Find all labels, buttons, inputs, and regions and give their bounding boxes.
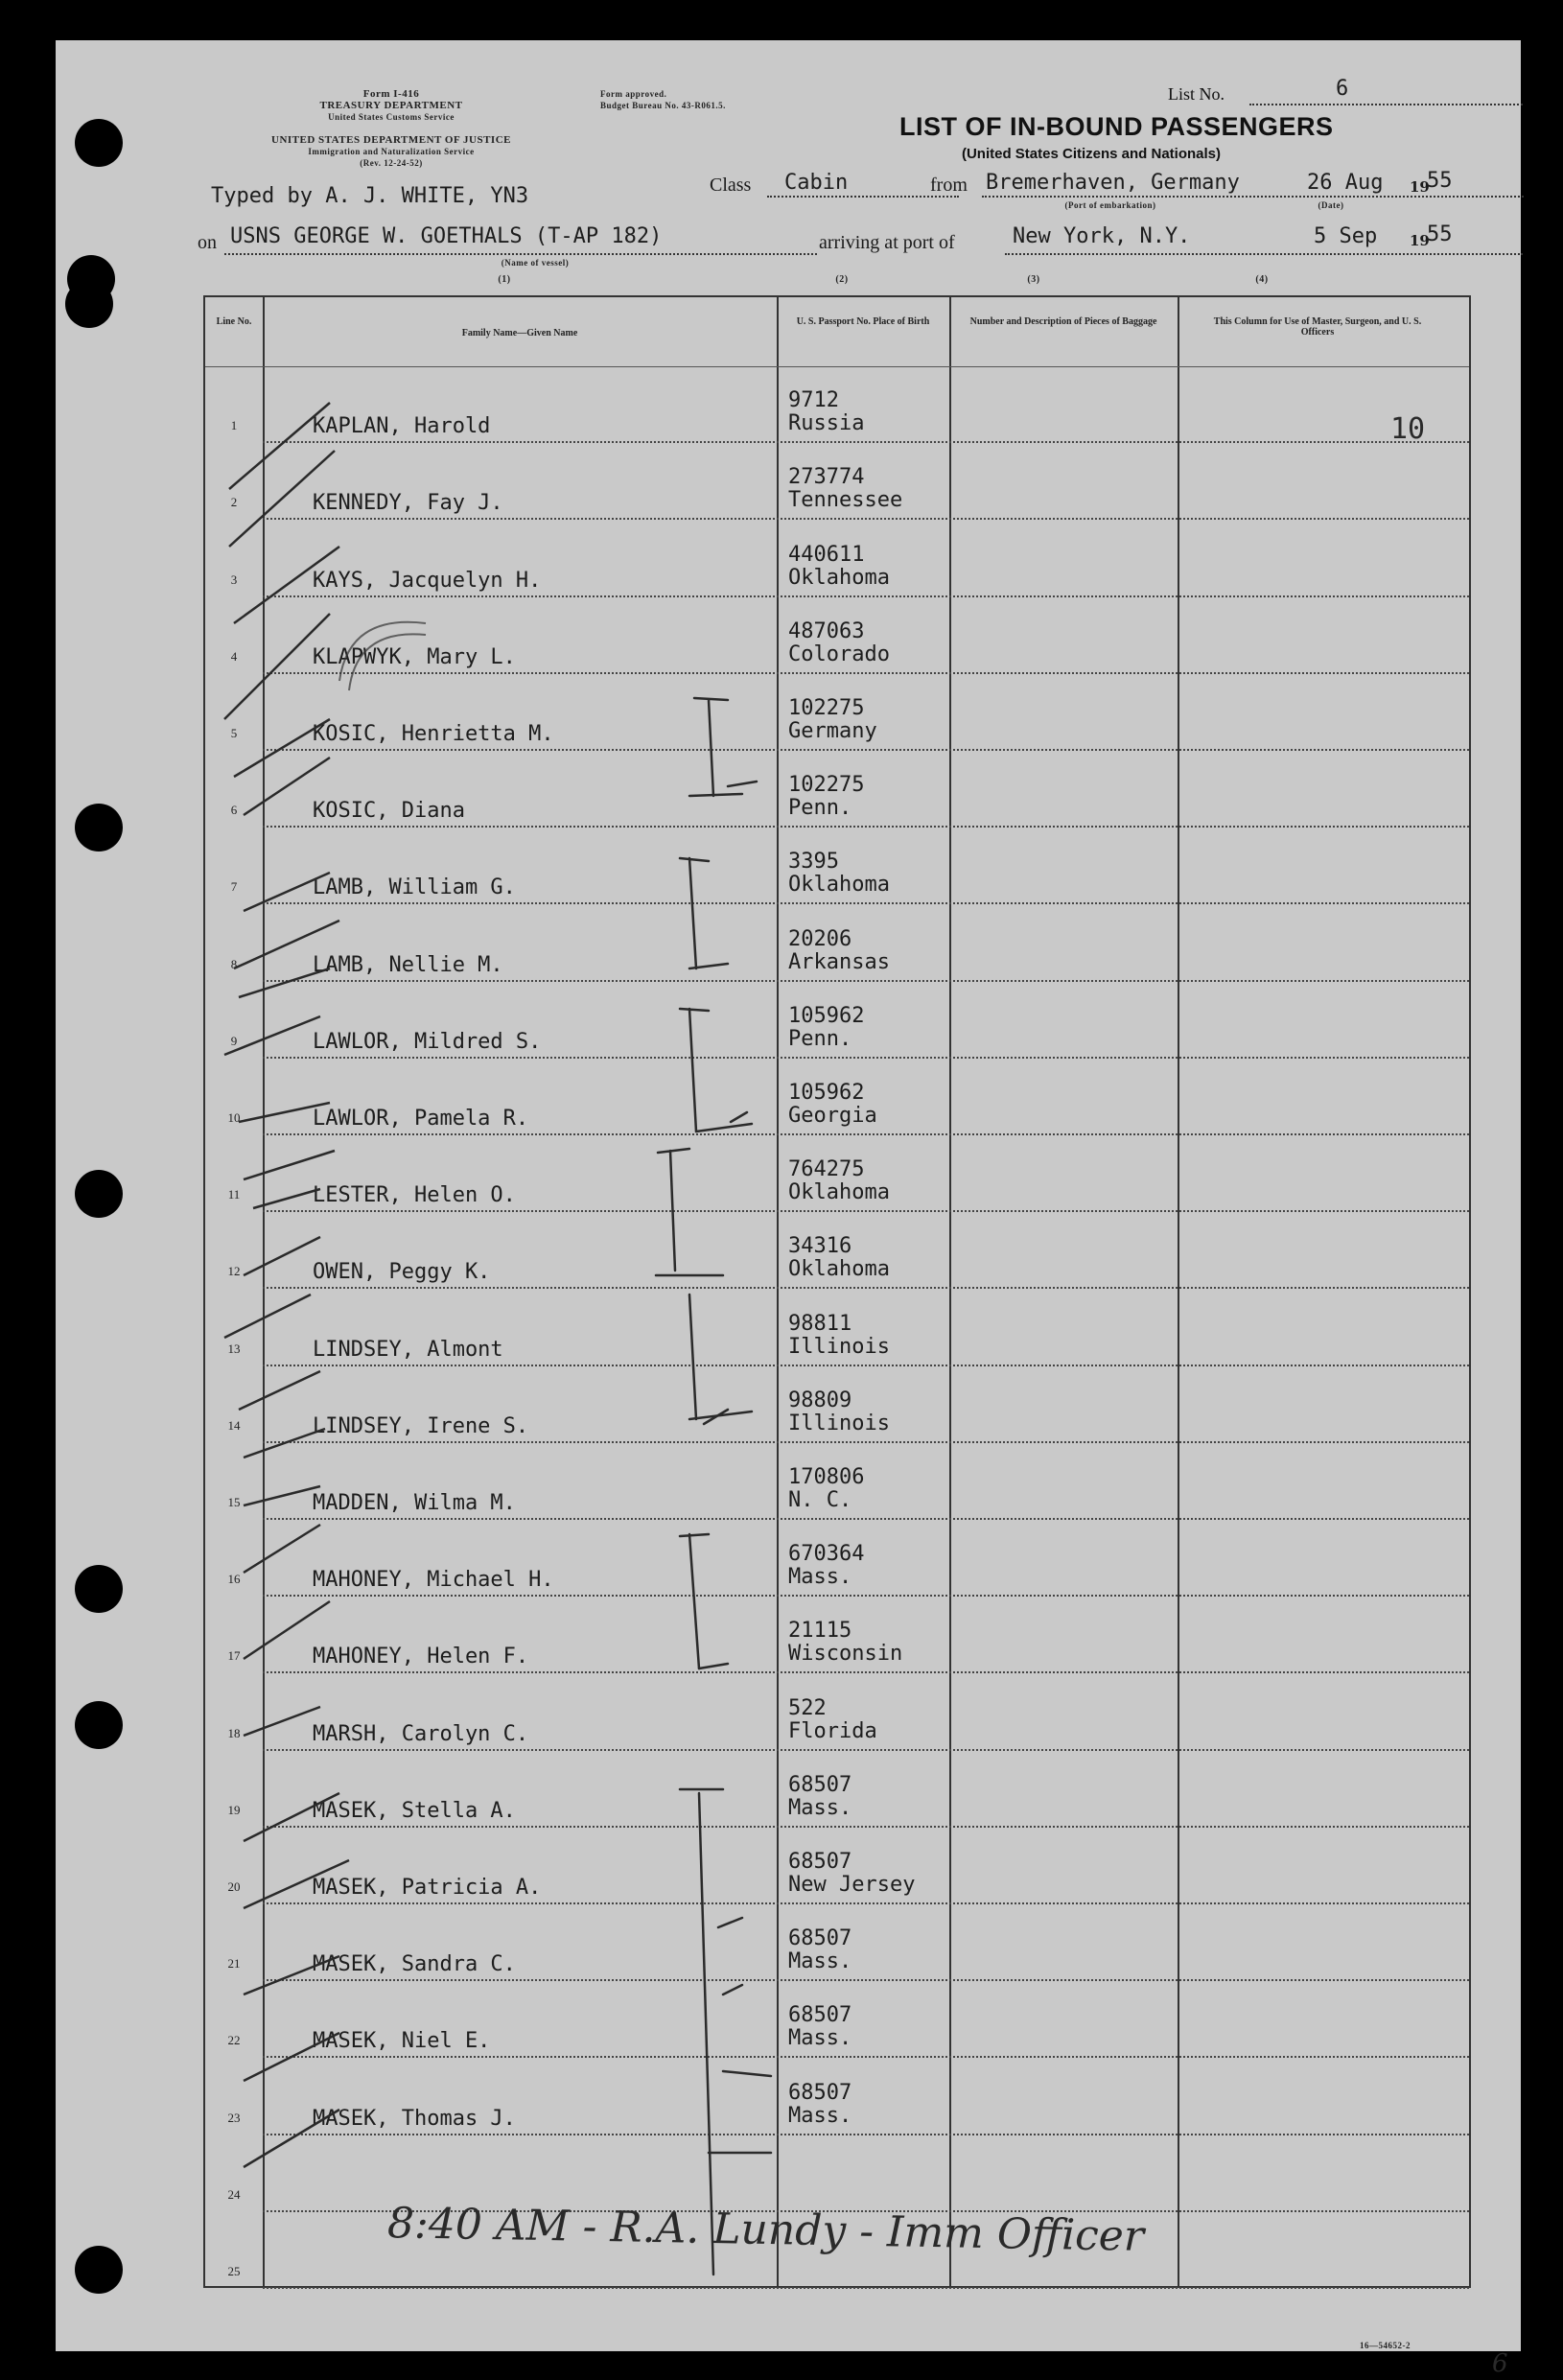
passport-number: 440611: [788, 542, 865, 567]
place-of-birth: Tennessee: [788, 488, 903, 513]
place-of-birth: Russia: [788, 411, 865, 436]
passport-number: 102275: [788, 696, 865, 720]
passenger-name: LAMB, Nellie M.: [313, 952, 503, 977]
list-no-label: List No.: [1168, 84, 1225, 104]
passenger-name: MASEK, Stella A.: [313, 1798, 516, 1823]
justice-dept: UNITED STATES DEPARTMENT OF JUSTICE: [271, 134, 511, 146]
passenger-name: LINDSEY, Almont: [313, 1337, 503, 1362]
row-1-officer-note: 10: [1390, 412, 1426, 446]
passenger-name: LESTER, Helen O.: [313, 1183, 516, 1208]
passport-number: 105962: [788, 1003, 865, 1028]
row-number: 15: [227, 1495, 241, 1509]
row-number: 9: [230, 1033, 238, 1048]
manifest-page: [56, 40, 1521, 2378]
place-of-birth: Florida: [788, 1718, 877, 1743]
place-of-birth: Mass.: [788, 1565, 852, 1590]
page-title: LIST OF IN-BOUND PASSENGERS: [899, 112, 1334, 141]
passport-number: 764275: [788, 1157, 865, 1182]
passenger-name: KAYS, Jacquelyn H.: [313, 568, 542, 593]
place-of-birth: Penn.: [788, 796, 852, 821]
place-of-birth: Oklahoma: [788, 1180, 890, 1205]
passport-number: 68507: [788, 2003, 852, 2028]
place-of-birth: Mass.: [788, 1795, 852, 1820]
arriving-label: arriving at port of: [819, 232, 955, 253]
col-num-1: (1): [498, 274, 511, 285]
row-number: 7: [230, 879, 238, 895]
passenger-table: [203, 295, 1471, 2288]
class-value: Cabin: [784, 171, 849, 195]
passport-number: 105962: [788, 1081, 865, 1105]
embarkation-date: 26 Aug: [1307, 171, 1384, 195]
print-code: 16—54652-2: [1360, 2341, 1411, 2350]
row-number: 25: [227, 2264, 241, 2278]
place-of-birth: Illinois: [788, 1334, 890, 1359]
arrival-year: 55: [1427, 222, 1453, 246]
col-header-officers: This Column for Use of Master, Surgeon, and U. S. Officers: [1213, 316, 1422, 338]
col-header-passport: U. S. Passport No. Place of Birth: [796, 316, 930, 327]
place-of-birth: Oklahoma: [788, 1257, 890, 1282]
passport-number: 68507: [788, 1926, 852, 1951]
budget-bureau: Budget Bureau No. 43-R061.5.: [600, 101, 726, 110]
passport-number: 670364: [788, 1542, 865, 1567]
binder-hole: [75, 1170, 123, 1218]
passport-number: 522: [788, 1695, 827, 1720]
passport-number: 102275: [788, 773, 865, 798]
arrival-date: 5 Sep: [1314, 224, 1378, 248]
passport-number: 98809: [788, 1388, 852, 1412]
place-of-birth: Germany: [788, 719, 877, 743]
row-number: 3: [230, 572, 238, 587]
binder-hole: [75, 119, 123, 167]
place-of-birth: Wisconsin: [788, 1642, 903, 1667]
passenger-name: KAPLAN, Harold: [313, 414, 491, 439]
col-num-2: (2): [835, 274, 849, 285]
place-of-birth: Penn.: [788, 1026, 852, 1051]
passport-number: 68507: [788, 2080, 852, 2105]
place-of-birth: New Jersey: [788, 1873, 916, 1897]
row-number: 19: [227, 1802, 241, 1817]
passport-number: 9712: [788, 388, 839, 413]
binder-hole: [65, 280, 113, 328]
row-number: 13: [227, 1341, 241, 1356]
passport-number: 68507: [788, 1850, 852, 1874]
customs-service: United States Customs Service: [328, 112, 455, 122]
place-of-birth: Colorado: [788, 642, 890, 666]
place-of-birth: Illinois: [788, 1411, 890, 1435]
on-label: on: [198, 232, 217, 253]
from-label: from: [930, 175, 968, 196]
handwritten-inspection-note: 8:40 AM - R.A. Lundy - Imm Officer: [386, 2199, 1145, 2261]
embarkation-year-prefix: 19: [1410, 178, 1430, 196]
passenger-name: LAMB, William G.: [313, 875, 516, 900]
row-number: 20: [227, 1879, 241, 1894]
typed-by: Typed by A. J. WHITE, YN3: [211, 184, 529, 208]
col-num-4: (4): [1255, 274, 1269, 285]
passenger-name: MADDEN, Wilma M.: [313, 1491, 516, 1515]
row-number: 2: [230, 495, 238, 510]
row-number: 5: [230, 726, 238, 740]
row-number: 24: [227, 2186, 241, 2202]
passenger-name: MAHONEY, Michael H.: [313, 1568, 554, 1593]
row-number: 12: [227, 1264, 241, 1279]
vessel-name: USNS GEORGE W. GOETHALS (T-AP 182): [230, 224, 663, 248]
page-subtitle: (United States Citizens and Nationals): [961, 146, 1222, 162]
pen-markings: [205, 297, 1473, 2290]
place-of-birth: Mass.: [788, 1949, 852, 1974]
corner-mark: 6: [1492, 2349, 1508, 2378]
form-approved: Form approved.: [600, 89, 667, 99]
col-num-3: (3): [1027, 274, 1040, 285]
row-number: 14: [227, 1417, 241, 1433]
binder-hole: [75, 1565, 123, 1613]
passenger-name: KOSIC, Henrietta M.: [313, 722, 554, 746]
col-header-line-no: Line No.: [216, 316, 252, 327]
place-of-birth: Mass.: [788, 2026, 852, 2051]
passenger-name: LAWLOR, Pamela R.: [313, 1107, 529, 1131]
place-of-birth: Georgia: [788, 1104, 877, 1128]
passport-number: 20206: [788, 926, 852, 951]
row-number: 18: [227, 1725, 241, 1740]
passport-number: 34316: [788, 1234, 852, 1259]
binder-hole: [75, 804, 123, 852]
row-number: 10: [227, 1110, 241, 1125]
form-number: Form I-416: [362, 88, 420, 100]
port-embarkation-caption: (Port of embarkation): [1064, 200, 1156, 210]
passenger-name: LINDSEY, Irene S.: [313, 1413, 529, 1438]
passport-number: 273774: [788, 465, 865, 490]
passenger-name: MASEK, Sandra C.: [313, 1952, 516, 1977]
arrival-port: New York, N.Y.: [1013, 224, 1191, 248]
passport-number: 68507: [788, 1772, 852, 1797]
col-header-name: Family Name—Given Name: [461, 328, 578, 338]
passenger-name: LAWLOR, Mildred S.: [313, 1029, 542, 1054]
col-header-baggage: Number and Description of Pieces of Baggage: [969, 316, 1157, 327]
passenger-name: MAHONEY, Helen F.: [313, 1645, 529, 1669]
passenger-name: MASEK, Thomas J.: [313, 2106, 516, 2131]
passenger-name: KOSIC, Diana: [313, 799, 465, 824]
list-no-value: 6: [1336, 77, 1349, 101]
passport-number: 3395: [788, 850, 839, 875]
place-of-birth: Oklahoma: [788, 873, 890, 898]
binder-hole: [75, 1701, 123, 1749]
place-of-birth: Arkansas: [788, 949, 890, 974]
passport-number: 487063: [788, 618, 865, 643]
class-label: Class: [710, 175, 752, 196]
row-number: 4: [230, 648, 238, 664]
revision-date: (Rev. 12-24-52): [360, 158, 423, 168]
passenger-name: MASEK, Niel E.: [313, 2029, 491, 2054]
passenger-name: OWEN, Peggy K.: [313, 1260, 491, 1285]
embarkation-port: Bremerhaven, Germany: [986, 171, 1240, 195]
arrival-year-prefix: 19: [1410, 232, 1430, 249]
passenger-name: KLAPWYK, Mary L.: [313, 644, 516, 669]
embarkation-year: 55: [1427, 169, 1453, 193]
row-number: 21: [227, 1956, 241, 1972]
row-number: 11: [227, 1187, 241, 1202]
passport-number: 170806: [788, 1465, 865, 1489]
row-number: 16: [227, 1572, 241, 1587]
row-number: 23: [227, 2110, 241, 2125]
row-number: 17: [227, 1648, 241, 1664]
passport-number: 98811: [788, 1311, 852, 1336]
vessel-caption: (Name of vessel): [501, 258, 570, 268]
binder-hole: [75, 2246, 123, 2294]
passport-number: 21115: [788, 1619, 852, 1644]
treasury-dept: TREASURY DEPARTMENT: [319, 100, 463, 111]
row-number: 22: [227, 2033, 241, 2048]
row-number: 6: [230, 803, 238, 818]
passenger-name: KENNEDY, Fay J.: [313, 491, 503, 516]
ins-service: Immigration and Naturalization Service: [308, 147, 475, 156]
date-caption: (Date): [1318, 200, 1344, 210]
place-of-birth: N. C.: [788, 1488, 852, 1512]
passenger-name: MARSH, Carolyn C.: [313, 1721, 529, 1746]
passenger-name: MASEK, Patricia A.: [313, 1876, 542, 1900]
row-number: 8: [230, 956, 238, 971]
place-of-birth: Mass.: [788, 2103, 852, 2128]
place-of-birth: Oklahoma: [788, 565, 890, 590]
row-number: 1: [230, 418, 238, 433]
